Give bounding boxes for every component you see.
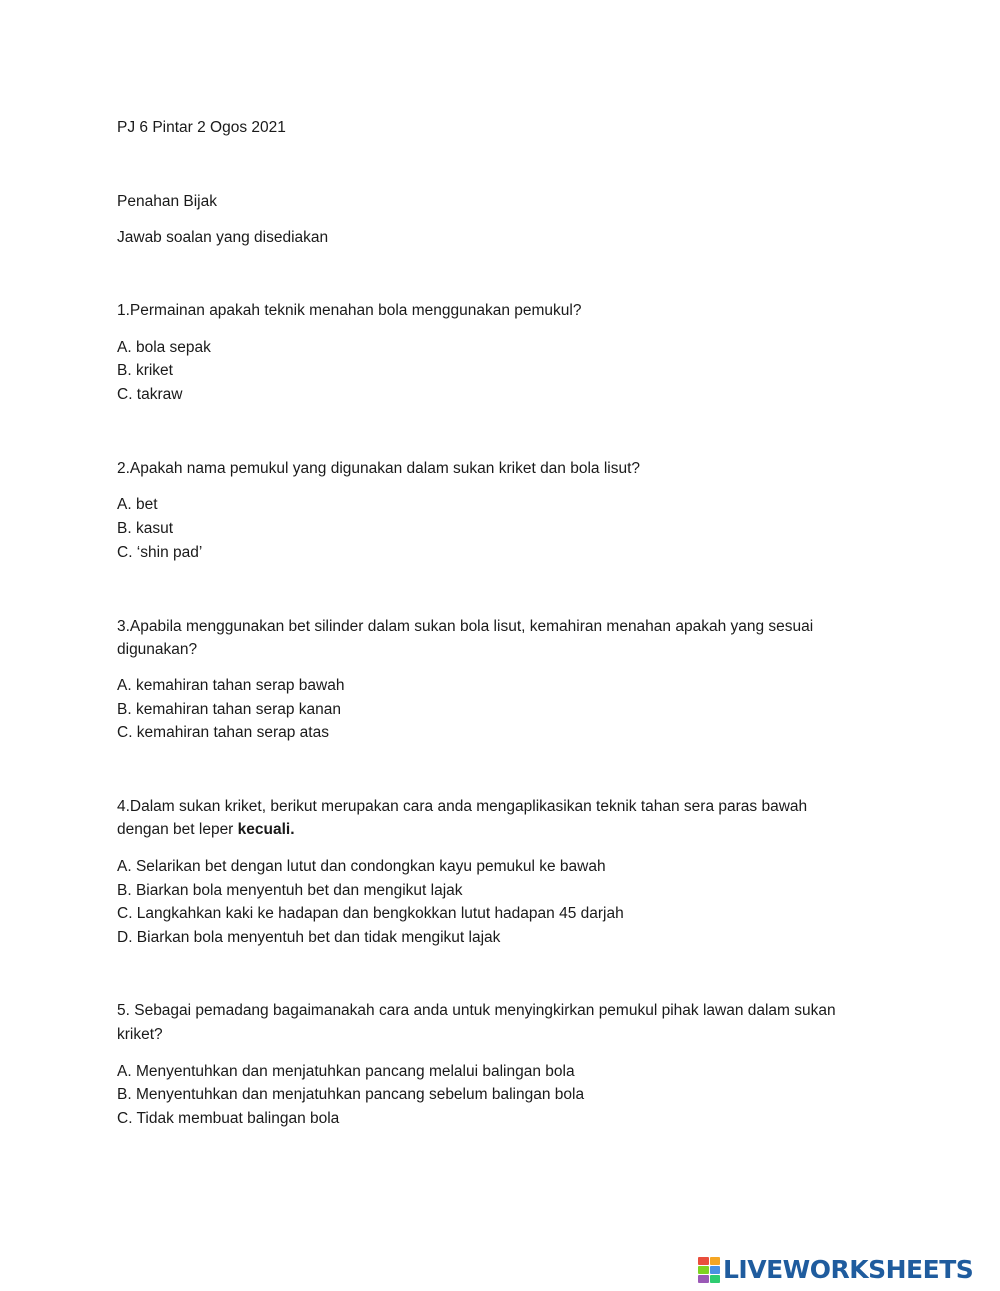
liveworksheets-wordmark: LIVEWORKSHEETS [723, 1255, 974, 1284]
question-4-emphasis: kecuali. [237, 821, 295, 838]
question-1-option-c[interactable]: C. takraw [117, 386, 183, 403]
question-2-option-c[interactable]: C. ‘shin pad’ [117, 544, 203, 561]
question-4-option-d[interactable]: D. Biarkan bola menyentuh bet dan tidak mengikut lajak [117, 929, 501, 946]
question-1-option-b[interactable]: B. kriket [117, 362, 173, 379]
question-2-text: 2.Apakah nama pemukul yang digunakan dalam sukan kriket dan bola lisut? [117, 460, 641, 477]
logo-tile-4 [710, 1266, 721, 1274]
question-3-option-a[interactable]: A. kemahiran tahan serap bawah [117, 677, 345, 694]
question-5-option-a[interactable]: A. Menyentuhkan dan menjatuhkan pancang melalui balingan bola [117, 1063, 575, 1080]
logo-tile-5 [698, 1275, 709, 1283]
question-4-text-prefix: dengan bet leper [117, 821, 238, 838]
question-2-option-a[interactable]: A. bet [117, 496, 158, 513]
question-5-text-line1: 5. Sebagai pemadang bagaimanakah cara anda untuk menyingkirkan pemukul pihak lawan dalam sukan [117, 1002, 836, 1019]
liveworksheets-logo [698, 1256, 973, 1284]
instruction: Jawab soalan yang disediakan [117, 229, 329, 246]
question-3-option-c[interactable]: C. kemahiran tahan serap atas [117, 724, 329, 741]
logo-tile-1 [698, 1257, 709, 1265]
question-4-option-b[interactable]: B. Biarkan bola menyentuh bet dan mengikut lajak [117, 882, 463, 899]
question-3-text-line1: 3.Apabila menggunakan bet silinder dalam sukan bola lisut, kemahiran menahan apakah yang sesuai [117, 618, 814, 635]
question-5-option-c[interactable]: C. Tidak membuat balingan bola [117, 1110, 340, 1127]
question-1-text: 1.Permainan apakah teknik menahan bola menggunakan pemukul? [117, 302, 582, 319]
logo-tile-6 [710, 1275, 721, 1283]
question-1-option-a[interactable]: A. bola sepak [117, 339, 211, 356]
liveworksheets-logo-icon [698, 1257, 720, 1283]
question-4-option-a[interactable]: A. Selarikan bet dengan lutut dan condongkan kayu pemukul ke bawah [117, 858, 606, 875]
question-4-text-line2 [117, 818, 295, 842]
question-4-option-c[interactable]: C. Langkahkan kaki ke hadapan dan bengkokkan lutut hadapan 45 darjah [117, 905, 624, 922]
question-3-option-b[interactable]: B. kemahiran tahan serap kanan [117, 701, 342, 718]
logo-tile-2 [710, 1257, 721, 1265]
worksheet-title: Penahan Bijak [117, 193, 217, 210]
date-line: PJ 6 Pintar 2 Ogos 2021 [117, 119, 286, 136]
question-3-text-line2: digunakan? [117, 641, 198, 658]
question-5-text-line2: kriket? [117, 1026, 163, 1043]
question-5-option-b[interactable]: B. Menyentuhkan dan menjatuhkan pancang sebelum balingan bola [117, 1086, 585, 1103]
logo-tile-3 [698, 1266, 709, 1274]
question-2-option-b[interactable]: B. kasut [117, 520, 173, 537]
question-4-text-line1: 4.Dalam sukan kriket, berikut merupakan cara anda mengaplikasikan teknik tahan sera paras bawah [117, 798, 808, 815]
